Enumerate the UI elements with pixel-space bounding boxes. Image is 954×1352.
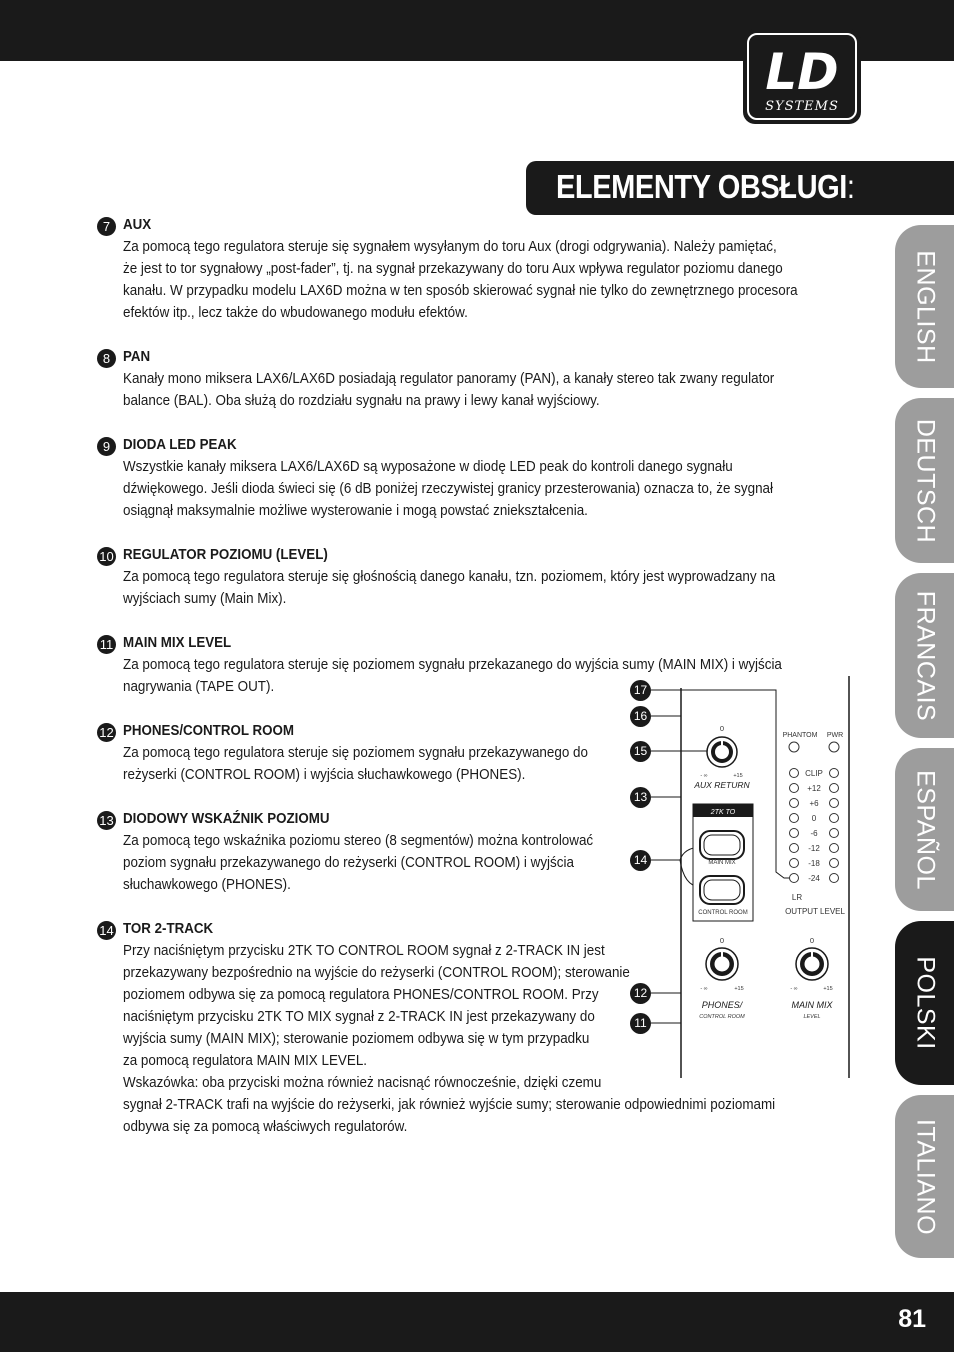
section-body: Za pomocą tego regulatora steruje się poziomem sygnału przekazanego do wyjścia sumy (MAIN MIX) i wyjścia nagrywania (TAPE OUT). xyxy=(123,657,782,695)
tab-italiano[interactable] xyxy=(895,1095,954,1258)
callout-13: 13 xyxy=(630,787,651,808)
tab-label: ESPAÑOL xyxy=(911,769,939,890)
callout-12: 12 xyxy=(630,983,651,1004)
main-mix-knob-max: +15 xyxy=(823,986,833,992)
section-body: Za pomocą tego regulatora steruje się głośnością danego kanału, tzn. poziomem, który jest wyprowadzany na wyjściach sumy (Main Mix). xyxy=(123,569,776,607)
meter-label-m18: -18 xyxy=(808,859,820,868)
meter-label-0: 0 xyxy=(811,814,817,823)
phantom-led xyxy=(789,742,799,752)
tab-label: ENGLISH xyxy=(911,249,939,364)
section-heading: PAN xyxy=(123,349,151,365)
section-level xyxy=(97,545,867,610)
callout-14: 14 xyxy=(630,850,651,871)
tab-deutsch[interactable] xyxy=(895,398,954,563)
page-number: 81 xyxy=(898,1305,926,1333)
callout-11: 11 xyxy=(630,1013,651,1034)
main-mix-sub-label: LEVEL xyxy=(803,1014,821,1020)
aux-knob-max: +15 xyxy=(733,773,743,779)
bottom-bar xyxy=(0,1292,954,1352)
callout-17: 17 xyxy=(630,680,651,701)
aux-return-knob[interactable] xyxy=(707,737,737,767)
aux-knob-zero: 0 xyxy=(719,724,725,733)
pwr-led xyxy=(829,742,839,752)
main-mix-knob-min: - ∞ xyxy=(790,986,798,992)
lr-label: LR xyxy=(791,893,803,902)
phones-sub-label: CONTROL ROOM xyxy=(699,1014,745,1020)
meter-label-m12: -12 xyxy=(808,844,820,853)
tk-to-label: 2TK TO xyxy=(710,809,736,816)
control-room-button-label: CONTROL ROOM xyxy=(698,910,748,916)
logo-main-text: LD xyxy=(765,43,839,101)
main-mix-knob[interactable] xyxy=(796,948,828,980)
tab-espanol[interactable] xyxy=(895,748,954,911)
phones-knob-min: - ∞ xyxy=(700,986,708,992)
section-body: Kanały mono miksera LAX6/LAX6D posiadają regulator panoramy (PAN), a kanały stereo tak zwany regulator balance (BAL). Oba służą do rozdziału sygnału na prawy i lewy kanał wyjściowy. xyxy=(123,371,775,409)
tab-polski[interactable] xyxy=(895,921,954,1085)
tab-english[interactable] xyxy=(895,225,954,388)
callout-16: 16 xyxy=(630,706,651,727)
phones-knob-max: +15 xyxy=(734,986,744,992)
section-number: 9 xyxy=(97,437,116,456)
section-aux xyxy=(97,215,867,324)
tab-label: FRANCAIS xyxy=(911,590,939,721)
section-number: 13 xyxy=(97,811,116,830)
output-level-label: OUTPUT LEVEL xyxy=(785,907,845,916)
main-mix-knob-zero: 0 xyxy=(809,936,815,945)
tab-francais[interactable] xyxy=(895,573,954,738)
logo-sub-text: SYSTEMS xyxy=(765,99,839,114)
section-body: Za pomocą tego regulatora steruje się poziomem sygnału przekazywanego do reżyserki (CONTROL ROOM) i wyjścia słuchawkowego (PHONES). xyxy=(123,745,588,783)
aux-knob-min: - ∞ xyxy=(700,773,708,779)
section-body: Przy naciśniętym przycisku 2TK TO CONTROL ROOM sygnał z 2-TRACK IN jest przekazywany bezpośrednio na wyjście do reżyserki (CONTROL ROOM); sterowanie poziomem odbywa się za pomocą regulatora PHONES/CONTROL ROOM. Przy naciśniętym przycisku 2TK TO MIX sygnał z 2-TRACK IN jest przekazywany do wyjścia sumy (MAIN MIX); sterowanie poziomem odbywa się w tym przypadku za pomocą regulatora MAIN MIX LEVEL. Wskazówka: oba przyciski można również nacisnąć równocześnie, dzięki czemu sygnał 2-TRACK trafi na wyjście do reżyserki, jak również wyjście sumy; sterowanie odpowiednimi poziomami odbywa się za pomocą właściwych regulatorów. xyxy=(123,943,776,1135)
section-body: Wszystkie kanały miksera LAX6/LAX6D są wyposażone w diodę LED peak do kontroli danego sygnału dźwiękowego. Jeśli dioda świeci się (6 dB poniżej rzeczywistej granicy przesterowania) oznacza to, że sygnał osiągnął maksymalnie możliwe wysterowanie i mogą powstać zniekształcenia. xyxy=(123,459,773,519)
phones-knob[interactable] xyxy=(706,948,738,980)
main-mix-button-label: MAIN MIX xyxy=(708,860,736,866)
section-number: 8 xyxy=(97,349,116,368)
meter-label-m24: -24 xyxy=(808,874,820,883)
section-pan xyxy=(97,347,867,412)
section-heading: PHONES/CONTROL ROOM xyxy=(123,723,294,739)
main-mix-label: MAIN MIX xyxy=(791,1000,833,1010)
section-body: Za pomocą tego regulatora steruje się sygnałem wysyłanym do toru Aux (drogi odgrywania). Należy pamiętać, że jest to tor sygnałowy „post-fader”, tj. na sygnał przekazywany do toru Aux wpływa regulator poziomu danego kanału. W przypadku modelu LAX6D można w ten sposób skierować sygnał nie tylko do zewnętrznego procesora efektów itp., lecz także do wbudowanego modułu efektów. xyxy=(123,239,798,321)
callout-15: 15 xyxy=(630,741,651,762)
meter-label-m6: -6 xyxy=(810,829,818,838)
page-title: ELEMENTY OBSŁUGI: xyxy=(556,168,855,205)
section-heading: MAIN MIX LEVEL xyxy=(123,635,232,651)
title-bar xyxy=(526,161,954,215)
section-heading: DIODOWY WSKAŹNIK POZIOMU xyxy=(123,811,330,827)
section-heading: AUX xyxy=(123,217,152,233)
pwr-label: PWR xyxy=(826,732,844,739)
section-heading: DIODA LED PEAK xyxy=(123,437,237,453)
section-number: 10 xyxy=(97,547,116,566)
section-number: 12 xyxy=(97,723,116,742)
section-number: 11 xyxy=(97,635,116,654)
meter-label-12: +12 xyxy=(807,784,821,793)
meter-label-clip: CLIP xyxy=(805,769,823,778)
tab-label: ITALIANO xyxy=(911,1118,939,1235)
phones-knob-zero: 0 xyxy=(719,936,725,945)
phantom-label: PHANTOM xyxy=(782,732,818,739)
section-number: 14 xyxy=(97,921,116,940)
section-peak-led xyxy=(97,435,867,522)
section-heading: TOR 2-TRACK xyxy=(123,921,214,937)
aux-return-label: AUX RETURN xyxy=(694,780,750,790)
mixer-panel-diagram xyxy=(626,674,856,1084)
section-heading: REGULATOR POZIOMU (LEVEL) xyxy=(123,547,328,563)
ld-systems-logo xyxy=(741,27,863,126)
tab-label: DEUTSCH xyxy=(911,418,939,543)
section-number: 7 xyxy=(97,217,116,236)
section-body: Za pomocą tego wskaźnika poziomu stereo (8 segmentów) można kontrolować poziom sygnału przekazywanego do reżyserki (CONTROL ROOM) i wyjścia słuchawkowego (PHONES). xyxy=(123,833,594,893)
tab-label: POLSKI xyxy=(911,956,939,1050)
meter-label-6: +6 xyxy=(809,799,819,808)
phones-label: PHONES/ xyxy=(701,1000,743,1010)
